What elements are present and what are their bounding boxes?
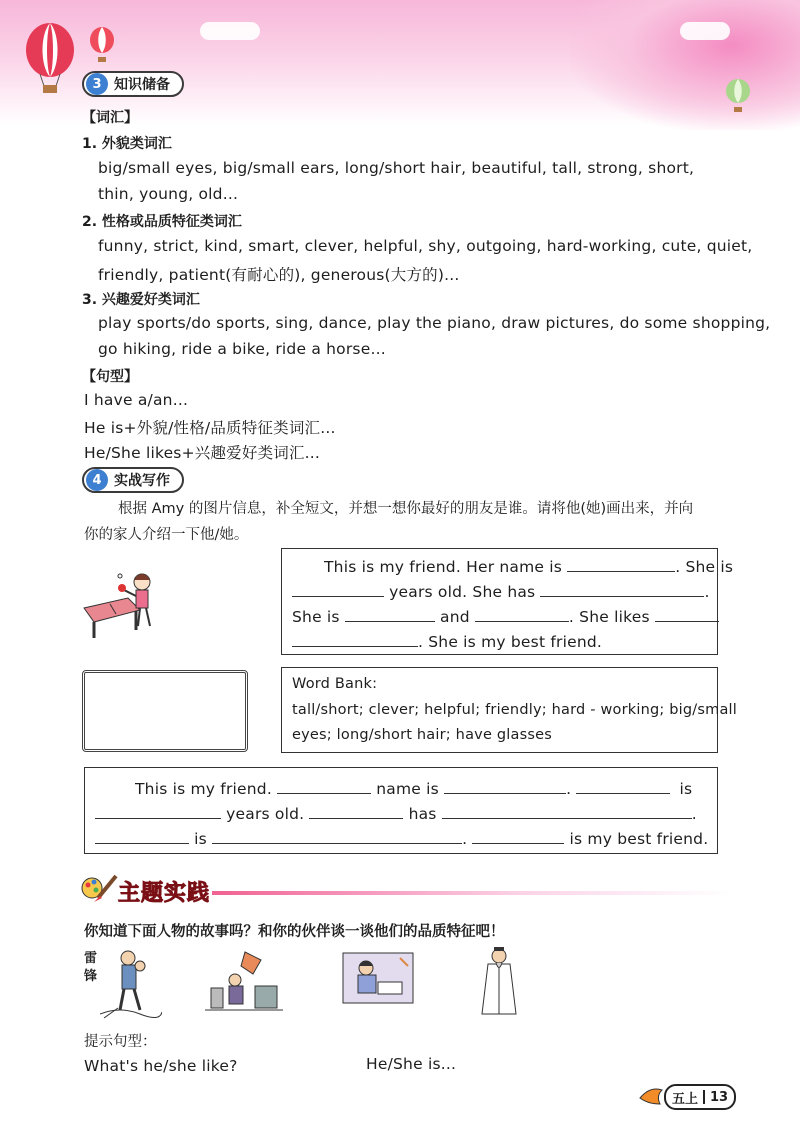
instruction-line: 你的家人介绍一下他/她。 [84, 527, 249, 543]
bird-icon [638, 1084, 664, 1106]
theme-title: 主题实践 [118, 881, 211, 906]
pattern-line: He is+外貌/性格/品质特征类词汇... [84, 419, 336, 437]
historical-scene-illustration [205, 950, 283, 1012]
passage-line: . She is my best friend. [292, 631, 602, 651]
passage-line: This is my friend. name is . is [135, 780, 693, 798]
blank-field[interactable] [95, 803, 221, 819]
grade-label: 五上 [672, 1091, 699, 1107]
confucius-illustration [474, 946, 524, 1018]
blank-field[interactable] [576, 778, 670, 794]
section-title: 实战写作 [114, 473, 170, 489]
blank-field[interactable] [277, 778, 371, 794]
blank-field[interactable] [442, 803, 692, 819]
hot-air-balloon-icon [724, 78, 752, 114]
section-number: 3 [86, 73, 108, 95]
vocab-line: go hiking, ride a bike, ride a horse... [98, 340, 386, 358]
paintbrush-icon [80, 872, 118, 904]
divider [703, 1090, 705, 1104]
passage-line: years old. has . [95, 803, 697, 823]
blank-field[interactable] [567, 556, 675, 572]
page-badge [664, 1084, 736, 1110]
vocab-category-title: 2. 性格或品质特征类词汇 [82, 214, 242, 230]
blank-field[interactable] [655, 606, 719, 622]
header-band-highlight [570, 0, 800, 130]
pattern-line: I have a/an... [84, 391, 189, 409]
section-title: 知识储备 [114, 77, 170, 93]
vocab-category-title: 1. 外貌类词汇 [82, 136, 172, 152]
vocab-line: big/small eyes, big/small ears, long/short hair, beautiful, tall, strong, short, [98, 159, 695, 177]
hot-air-balloon-icon [88, 26, 116, 64]
own-passage-box [84, 767, 718, 854]
theme-question: 你知道下面人物的故事吗？和你的伙伴谈一谈他们的品质特征吧！ [84, 924, 505, 940]
blank-field[interactable] [345, 606, 435, 622]
hot-air-balloon-icon [22, 22, 78, 94]
blank-field[interactable] [292, 581, 384, 597]
passage-line: is . is my best friend. [95, 828, 708, 848]
cloud-decoration [680, 22, 730, 40]
word-bank-line: eyes; long/short hair; have glasses [292, 727, 552, 743]
vocab-line: funny, strict, kind, smart, clever, helpful, shy, outgoing, hard-working, cute, quiet, [98, 237, 753, 255]
blank-field[interactable] [212, 828, 462, 844]
vocab-line: play sports/do sports, sing, dance, play the piano, draw pictures, do some shopping, [98, 314, 771, 332]
blank-field[interactable] [292, 631, 418, 647]
passage-line: This is my friend. Her name is . She is [324, 558, 734, 576]
page-number: 13 [710, 1089, 729, 1105]
blank-field[interactable] [475, 606, 569, 622]
theme-underline [212, 891, 732, 895]
drawing-frame[interactable] [82, 670, 248, 752]
girl-reading-illustration [342, 952, 414, 1004]
amy-passage-box [281, 548, 734, 655]
word-bank-box [281, 667, 738, 753]
passage-line: years old. She has . [292, 581, 710, 601]
hints-label: 提示句型： [84, 1034, 157, 1050]
vocab-category-title: 3. 兴趣爱好类词汇 [82, 292, 200, 308]
cloud-decoration [200, 22, 260, 40]
section-number: 4 [86, 469, 108, 491]
patterns-heading: 【句型】 [82, 369, 138, 385]
section-4-header [82, 467, 184, 493]
blank-field[interactable] [309, 803, 403, 819]
section-3-header [82, 71, 184, 97]
hint-answer: He/She is... [366, 1055, 457, 1073]
vocab-heading: 【词汇】 [82, 110, 138, 126]
vocab-line: thin, young, old... [98, 185, 239, 203]
instruction-line: 根据 Amy 的图片信息，补全短文，并想一想你最好的朋友是谁。请将他(她)画出来，并向 [118, 501, 694, 517]
blank-field[interactable] [540, 581, 704, 597]
vocab-line: friendly, patient(有耐心的), generous(大方的)... [98, 266, 460, 284]
hint-question: What's he/she like? [84, 1057, 238, 1075]
amy-ping-pong-illustration [80, 568, 162, 640]
lei-feng-illustration [100, 948, 162, 1020]
blank-field[interactable] [472, 828, 564, 844]
word-bank-title: Word Bank: [292, 676, 378, 692]
pattern-line: He/She likes+兴趣爱好类词汇... [84, 444, 321, 462]
blank-field[interactable] [444, 778, 566, 794]
person-label: 雷锋 [84, 951, 98, 984]
word-bank-line: tall/short; clever; helpful; friendly; hard - working; big/small [292, 702, 738, 718]
blank-field[interactable] [95, 828, 189, 844]
passage-line: She is and . She likes [292, 606, 719, 626]
